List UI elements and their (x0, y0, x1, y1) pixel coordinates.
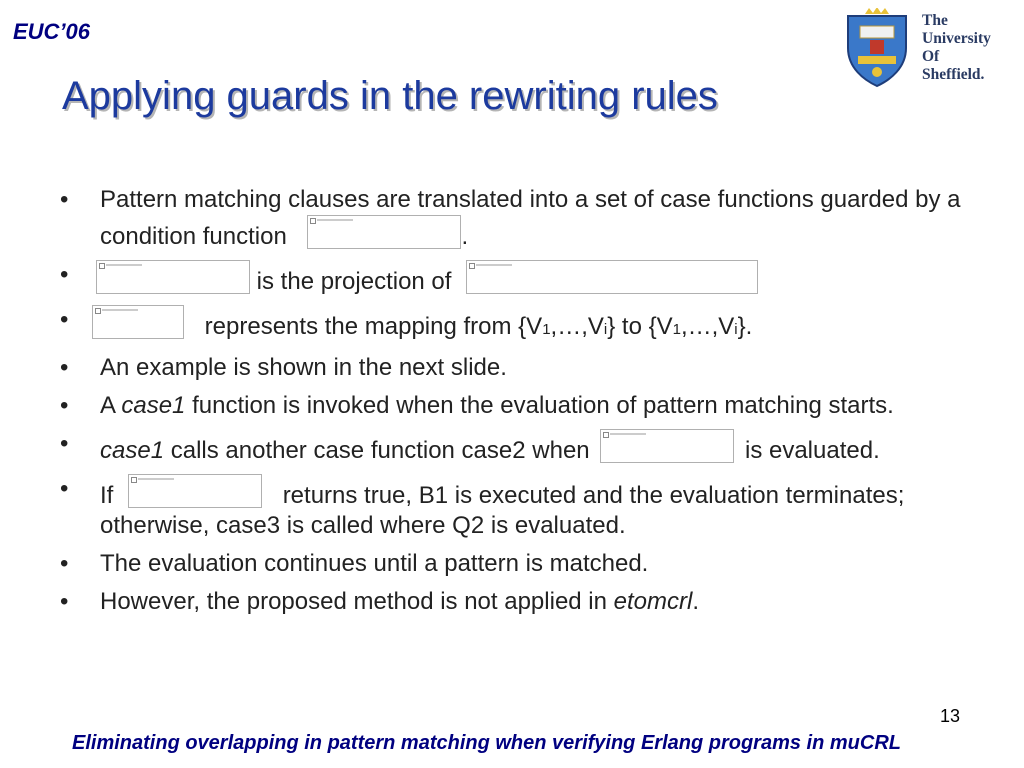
page-number: 13 (939, 706, 960, 726)
logo-text-line: University (922, 30, 991, 47)
missing-formula-image (92, 305, 184, 339)
university-logo (840, 8, 1020, 92)
bullet-text: }. (737, 313, 753, 340)
subscript: i (734, 321, 738, 338)
slide-title: Applying guards in the rewriting rules (62, 74, 718, 118)
bullet-item (60, 549, 990, 579)
missing-formula-image (96, 260, 250, 294)
bullet-item (60, 391, 990, 421)
bullet-text: Pattern matching clauses are translated into a set of case functions guarded by a condition function (100, 186, 961, 250)
missing-formula-image (128, 474, 262, 508)
sheffield-crest-icon (840, 8, 914, 88)
bullet-list (60, 185, 990, 625)
missing-formula-image (307, 215, 461, 249)
bullet-text: If (100, 482, 114, 509)
bullet-text: calls another case function case2 when (164, 437, 590, 464)
bullet-symbol: • (60, 186, 69, 213)
subscript: 1 (672, 321, 681, 338)
logo-text-line: The (922, 12, 948, 29)
subscript: i (603, 321, 608, 338)
bullet-text: . (692, 588, 700, 615)
bullet-item (60, 353, 990, 383)
missing-formula-image (466, 260, 758, 294)
footer-text: Eliminating overlapping in pattern matching when verifying Erlang programs in muCRL (72, 732, 901, 754)
university-name (922, 12, 991, 84)
logo-text-line: Of (922, 48, 940, 65)
bullet-symbol: • (60, 475, 69, 502)
bullet-symbol: • (60, 588, 69, 615)
bullet-symbol: • (60, 306, 69, 333)
function-name: case1 (100, 437, 165, 464)
bullet-text: } to {V (607, 313, 673, 340)
bullet-text: is the projection of (256, 268, 452, 295)
bullet-item (60, 587, 990, 617)
missing-formula-image (600, 429, 734, 463)
bullet-text: However, the proposed method is not applied in (100, 588, 614, 615)
bullet-item (60, 185, 990, 252)
subscript: 1 (542, 321, 551, 338)
bullet-text: A (100, 392, 122, 419)
bullet-text: ,…,V (550, 313, 604, 340)
bullet-text: The evaluation continues until a pattern is matched. (100, 550, 649, 577)
bullet-text: ,…,V (680, 313, 735, 340)
bullet-text: is evaluated. (744, 437, 880, 464)
logo-text-line: Sheffield. (922, 66, 985, 83)
bullet-item (60, 260, 990, 297)
bullet-text: function is invoked when the evaluation of pattern matching starts. (185, 392, 894, 419)
function-name: case1 (121, 392, 186, 419)
bullet-symbol: • (60, 550, 69, 577)
bullet-item (60, 305, 990, 345)
bullet-symbol: • (60, 354, 69, 381)
bullet-symbol: • (60, 392, 69, 419)
tool-name: etomcrl (613, 588, 693, 615)
bullet-text: An example is shown in the next slide. (100, 354, 507, 381)
bullet-text: represents the mapping from {V (204, 313, 543, 340)
conference-label: EUC’06 (13, 19, 91, 44)
bullet-item (60, 429, 990, 466)
bullet-item (60, 474, 990, 541)
bullet-symbol: • (60, 430, 69, 457)
bullet-symbol: • (60, 261, 69, 288)
bullet-text: returns true, B1 is executed and the evaluation terminates; otherwise, case3 is called where Q2 is evaluated. (100, 482, 905, 539)
bullet-text: . (461, 223, 469, 250)
